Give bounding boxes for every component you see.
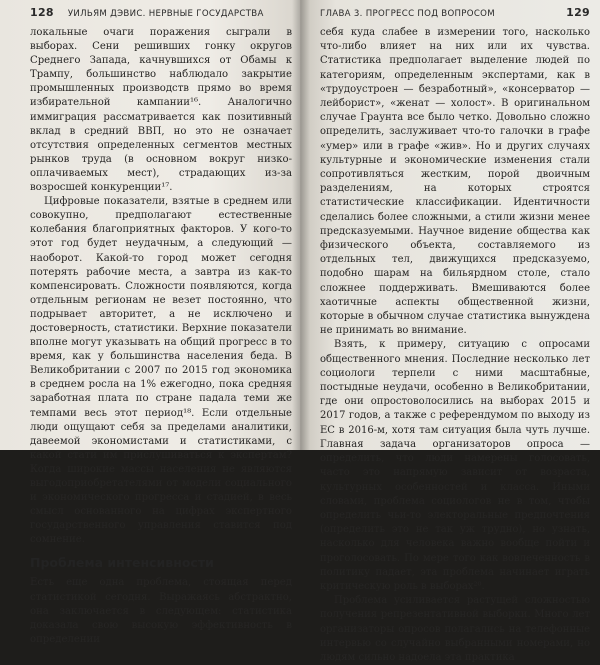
right-body-text — [320, 26, 590, 665]
section-heading: Проблема интенсивности — [30, 555, 214, 571]
right-running-head-title: ГЛАВА 3. ПРОГРЕСС ПОД ВОПРОСОМ — [320, 9, 495, 19]
right-paragraph-2: Взять, к примеру, ситуацию с опросами общественного мнения. Последние несколько лет социологи терпели с ними масштабные, постыдные неудачи, особенно в Великобритании, где они опростоволосились на выборах 2015 и 2017 годов, а также с референдумом по выходу из ЕС в 2016-м, хотя там ситуация была чуть лучше. Главная задача организаторов опроса — определить, что люди намерены голосовать, часто это напрямую зависит от возраста, культурных особенностей и класса. Иными словами, проблема социологов не в том, чтобы определить чьи-то электоральные предпочтения (определить это не так уж трудно), но узнать, насколько для человека важно вообще пойти и проголосовать. По мере того как вовлеченность в политику падает, эта проблема начинает играть критическую роль в выборах²⁰. — [320, 339, 590, 592]
left-paragraph-1: локальные очаги поражения сыграли в выборах. Сени решивших гонку округов Среднего Запада, качнувшихся от Обамы к Трампу, большинство наблюдало закрытие промышленных производств прямо во время избирательной кампании¹⁶. Аналогично иммиграция рассматривается как позитивный вклад в средний ВВП, но это не означает отсутствия определенных сегментов местных рынков труда (в основном вокруг низко-оплачиваемых мест), страдающих из-за возросшей конкуренции¹⁷. — [30, 27, 292, 194]
left-paragraph-2: Цифровые показатели, взятые в среднем или совокупно, предполагают естественные колебания благоприятных факторов. У кого-то этот год будет неудачным, а следующий — наоборот. Какой-то город может сегодня потерять рабочие места, а завтра из как-то компенсировать. Сложности появляются, когда отдельным регионам не везет постоянно, что подрывает авторитет, а не исключено и достоверность, статистики. Верхние показатели вполне могут указывать на общий прогресс в то время, как у большинства населения беда. В Великобритании с 2007 по 2015 год экономика в среднем росла на 1% ежегодно, пока средняя заработная плата по стране падала теми же темпами весь этот период¹⁸. Если отдельные люди ощущают себя за пределами аналитики, давеемой экономистами и статистиками, с какой стати им прислушиваться к экспертам? Когда широкие массы населения не являются выгодоприобретателями от модели социального и экономического прогресса и стадией, в весь смысл основанного на цифрах экспертного государственного управления ставится под сомнение. — [30, 196, 292, 546]
left-paragraph-3: Есть еще одна проблема, стоящая перед статистикой сегодня. Выражаясь абстрактно, она заключается в следующем: статистика доказала свою высокую эффективность в определении — [30, 577, 292, 645]
right-running-head — [320, 6, 590, 22]
right-paragraph-3: Проблема усиливается растущей сложностью получения репрезентативной выборки. Много лет организаторы опросов полагались на телефонные интервью со случайно выбранными номерами, но людям сильно надоела эта практика — [320, 595, 590, 663]
right-page — [300, 0, 600, 663]
left-body-text — [30, 26, 292, 647]
left-running-head — [30, 6, 292, 22]
left-running-head-title: УИЛЬЯМ ДЭВИС. НЕРВНЫЕ ГОСУДАРСТВА — [67, 9, 264, 19]
right-paragraph-1: себя куда слабее в измерении того, насколько что-либо влияет на них или их чувства. Статистика предполагает выделение людей по категориям, определенным экспертами, как в «трудоустроен — безработный», «консерватор — лейборист», «женат — холост». В оригинальном случае Граунта все было четко. Довольно сложно определить, заслуживает что-то галочки в графе «умер» или в графе «жив». Но и других случаях культурные и экономические изменения стали сопротивляться жестким, порой двоичным разделениям, на которых строятся статистические классификации. Идентичности сделались более сложными, а стили жизни менее предсказуемыми. Научное видение общества как физического объекта, составляемого из отдельных тел, движущихся предсказуемо, подобно шарам на бильярдном столе, стало сложнее поддерживать. Вмешиваются более хаотичные аспекты общественной жизни, которые в обычном случае статистика вынуждена не принимать во внимание. — [320, 27, 590, 337]
right-page-number: 129 — [566, 6, 590, 19]
left-page — [0, 0, 300, 645]
left-page-number: 128 — [30, 6, 54, 19]
